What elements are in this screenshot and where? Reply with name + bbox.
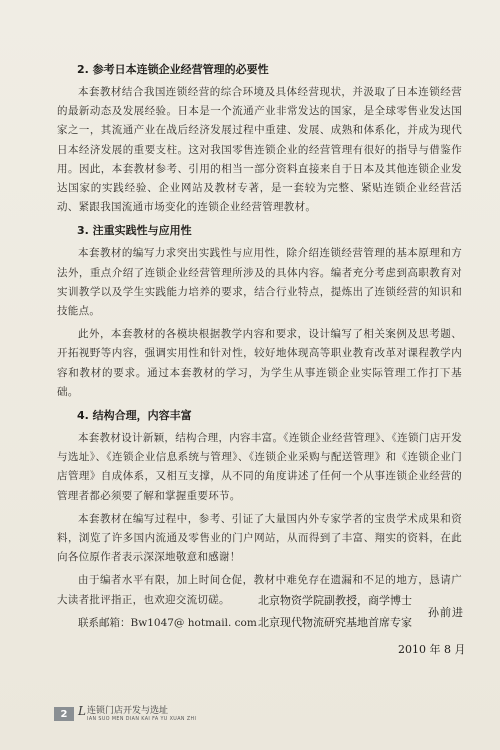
section-4 [57,408,462,610]
paragraph: 此外，本套教材的各模块根据教学内容和要求，设计编写了相关案例及思考题、开拓视野等内容，强调实用性和针对性，较好地体现高等职业教育改革对课程教学内容和教材的要求。通过本套教材的学习，为学生从事连锁企业实际管理工作打下基础。 [57,328,462,398]
author-title: 北京物资学院副教授，商学博士 [258,594,412,607]
signature-date: 2010 年 8 月 [398,643,466,656]
contact-email: 联系邮箱：Bw1047@ hotmail. com [78,616,257,629]
paragraph: 本套教材设计新颖，结构合理，内容丰富。《连锁企业经营管理》、《连锁门店开发与选址》、《连锁企业信息系统与管理》、《连锁企业采购与配送管理》和《连锁企业门店管理》自成体系，又相互支撑，从不同的角度讲述了任何一个从事连锁企业经营的管理者都必须要了解和掌握重要环节。 [57,432,462,502]
running-title-pinyin: IAN SUO MEN DIAN KAI FA YU XUAN ZHI [87,717,197,723]
paragraph: 本套教材结合我国连锁经营的综合环境及具体经营现状，并汲取了日本连锁经营的最新动态及发展经验。日本是一个流通产业非常发达的国家，是全球零售业发达国家之一，其流通产业在战后经济发展过程中重建、发展、成熟和体系化，并成为现代日本经济发展的重要支柱。这对我国零售连锁企业的经营管理有很好的指导与借鉴作用。因此，本套教材参考、引用的相当一部分资料直接来自于日本及其他连锁企业发达国家的实践经验、企业网站及教材专著，是一套较为完整、紧贴连锁企业经营活动、紧跟我国流通市场变化的连锁企业经营管理教材。 [57,86,462,214]
section-heading: 3. 注重实践性与应用性 [77,224,192,238]
section-heading: 2. 参考日本连锁企业经营管理的必要性 [77,63,269,76]
running-title [78,705,196,723]
section-2 [57,62,462,217]
section-3 [57,223,462,402]
running-title-mark: L [78,704,86,719]
paragraph: 本套教材在编写过程中，参考、引证了大量国内外专家学者的宝贵学术成果和资料，浏览了许多国内流通及零售业的门户网站，从而得到了丰富、翔实的资料，在此向各位原作者表示深深地敬意和感谢！ [57,512,462,564]
paragraph: 本套教材的编写力求突出实践性与应用性，除介绍连锁经营管理的基本原理和方法外，重点介绍了连锁企业经营管理所涉及的具体内容。编者充分考虑到高职教育对实训教学以及学生实践能力培养的要求，结合行业特点，提炼出了连锁经营的知识和技能点。 [57,247,462,318]
page-footer [54,706,196,722]
author-name: 孙前进 [428,606,464,619]
running-title-text: 连锁门店开发与选址 [86,705,168,716]
body-content [57,62,462,633]
section-heading: 4. 结构合理，内容丰富 [77,409,192,423]
page-number: 2 [54,707,74,721]
paragraph: 由于编者水平有限，加上时间仓促，教材中难免存在遗漏和不足的地方，恳请广大读者批评指正，也欢迎交流切磋。 [57,574,462,606]
author-affiliation: 北京现代物流研究基地首席专家 [258,616,412,629]
